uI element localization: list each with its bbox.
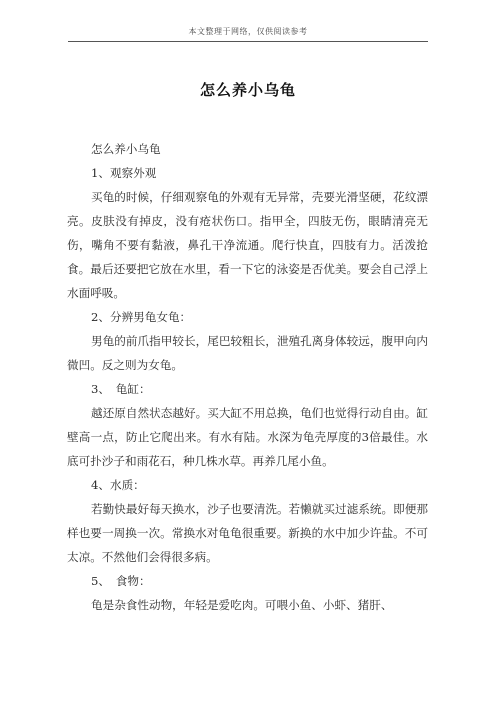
paragraph-observe-appearance: 买龟的时候，仔细观察龟的外观有无异常，壳要光滑坚硬，花纹漂亮。皮肤没有掉皮，没有疮状伤口。指甲全，四肢无伤，眼睛清亮无伤，嘴角不要有黏液，鼻孔干净流通。爬行快直，四肢有力。活泼抢食。最后还要把它放在水里，看一下它的泳姿是否优美。要会自己浮上水面呼吸。 <box>67 190 428 300</box>
paragraph-male-female: 男龟的前爪指甲较长，尾巴较粗长，泄殖孔离身体较远，腹甲向内微凹。反之则为女龟。 <box>67 334 428 372</box>
paragraph-tank: 越还原自然状态越好。买大缸不用总换，龟们也觉得行动自由。缸壁高一点，防止它爬出来。有水有陆。水深为龟壳厚度的3倍最佳。水底可扑沙子和雨花石，种几株水草。再养几尾小鱼。 <box>67 406 428 468</box>
heading-male-female: 2、分辨男龟女龟： <box>91 310 192 324</box>
heading-water-quality: 4、水质： <box>91 478 145 492</box>
header-divider <box>68 41 428 42</box>
heading-food: 5、 食物： <box>91 574 151 588</box>
document-title: 怎么养小乌龟 <box>199 81 296 99</box>
heading-tank: 3、 龟缸： <box>91 382 151 396</box>
paragraph-food: 龟是杂食性动物，年轻是爱吃肉。可喂小鱼、小虾、猪肝、 <box>91 598 393 612</box>
header-note: 本文整理于网络，仅供阅读参考 <box>188 27 308 36</box>
heading-observe-appearance: 1、观察外观 <box>91 166 157 180</box>
document-body <box>67 137 428 617</box>
paragraph-water-quality: 若勤快最好每天换水，沙子也要清洗。若懒就买过滤系统。即便那样也要一周换一次。常换水对龟龟很重要。新换的水中加少许盐。不可太凉。不然他们会得很多病。 <box>67 502 428 564</box>
paragraph-subtitle: 怎么养小乌龟 <box>91 142 161 156</box>
